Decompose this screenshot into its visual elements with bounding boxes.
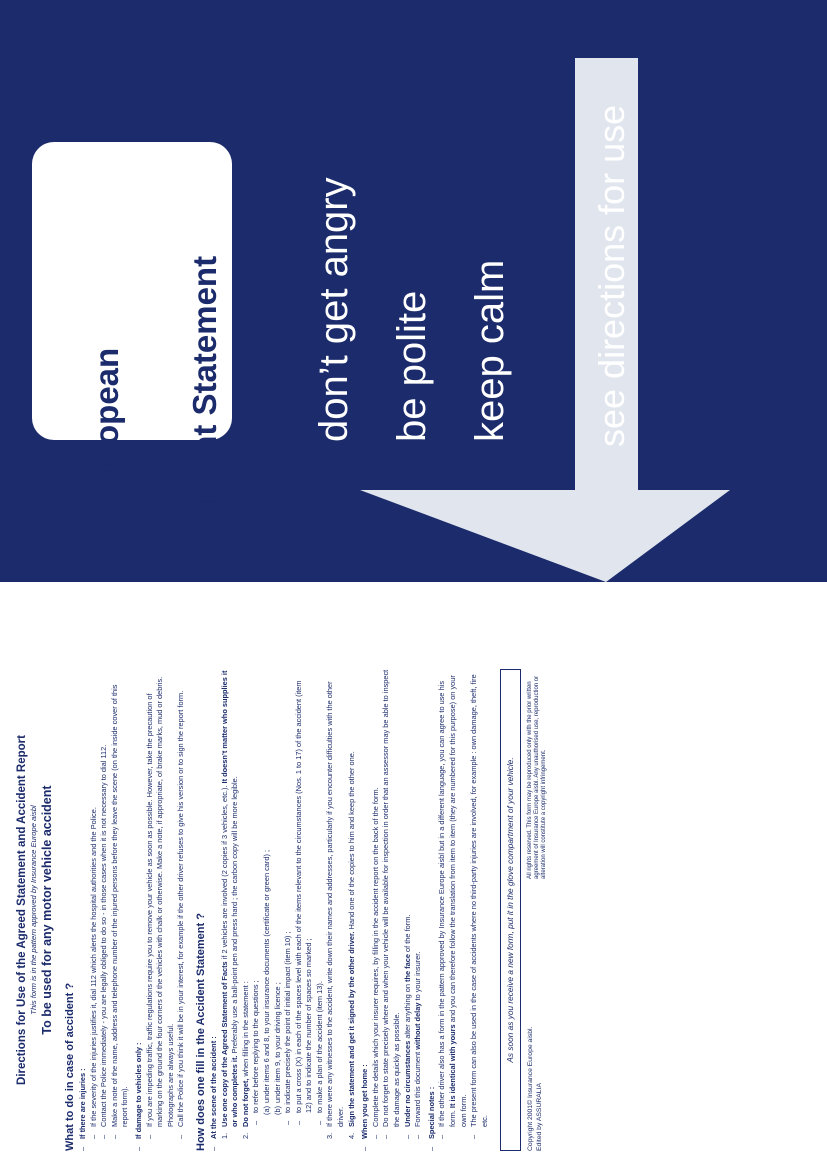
section-how-to-fill: How does one fill in the Accident Statement ?: [194, 913, 207, 1151]
list-item: – At the scene of the accident :: [208, 1036, 218, 1151]
doc-subtitle: This form is in the pattern approved by Insurance Europe aisbl: [29, 805, 38, 1015]
title-card: [32, 142, 232, 564]
list-item: – If you are impeding traffic, traffic regulations require you to remove your vehicle as soon as possible. However, take the precaution of marking on the ground the four corners of the vehicles with chalk or otherwise. Make a note, if appropriate, of brake marks, mud or debris. Photographs are always useful.: [144, 676, 175, 1139]
rights-notice: All rights reserved. This form may be reproduced only with the prior written agreement of Insurance Europe aisbl. Any unauthorised use, reproduction or alteration will constitute a copyright infringement.: [527, 675, 548, 879]
copyright: Copyright 2001© Insurance Europe aisbl. Edited by ASSURALIA: [527, 1026, 543, 1151]
cover-panel: [0, 0, 827, 582]
list-item: – to indicate precisely the point of initial impact (item 10) ;: [283, 931, 293, 1125]
list-item: – Complete the details which your insurer requires, by filling in the accident report on the back of the form.: [370, 787, 380, 1139]
list-item: – When you get home :: [360, 1064, 370, 1151]
list-item: – If the other driver also has a form in the pattern approved by Insurance Europe aisbl but in a different language, you can agree to use his form. It is identical with yours and you can therefore follow the translation from item to item (they are numbered for this purpose) on your own form.: [437, 675, 468, 1139]
list-item: – Contact the Police immediately - you are legally obliged to do so - in those cases when it is not necessary to dial 112.: [99, 744, 109, 1139]
section-what-to-do: What to do in case of accident ?: [64, 982, 76, 1151]
list-item: – to put a cross (X) in each of the spaces level with each of the items relevant to the circumstances (Nos. 1 to 17) of the accident (item 12) and to indicate the number of spaces so marked ;: [293, 680, 314, 1125]
arrow-text: see directions for use: [591, 104, 632, 447]
list-item: – Special notes :: [426, 1086, 436, 1151]
list-item: (a) under items 6 and 8, to your insurance documents (certificate or green card) ;: [261, 849, 271, 1115]
list-item: – The present form can also be used in the case of accidents where no third-party injuries are involved, for example : own damage, theft, fire etc.: [469, 674, 489, 1139]
list-item: 2. Do not forget, when filling in the statement :: [240, 981, 250, 1139]
list-item: 4. Sign the statement and get it signed by the other driver. Hand one of the copies to him and keep the other one.: [346, 751, 356, 1139]
list-item: – If damage to vehicles only :: [133, 1042, 143, 1151]
list-item: – to make a plan of the accident (item 13).: [314, 981, 324, 1125]
list-item: 1. Use one copy of the Agreed Statement of Facts if 2 vehicles are involved (2 copies if 3 vehicles, etc.). It doesn’t matter who supplies it or who completes it. Preferably use a ball-point pen and press hard ; the carbon copy will be more legible.: [219, 670, 240, 1139]
footer: [527, 669, 548, 1151]
list-item: – Make a note of the name, address and telephone number of the injured persons before they leave the scene (on the inside cover of this report form).: [109, 684, 130, 1139]
directions-document: [0, 649, 827, 1169]
title-line-european: European: [88, 347, 125, 500]
slogan-be-polite: be polite: [390, 290, 434, 442]
list-item: – Forward this document without delay to your insurer.: [413, 951, 423, 1139]
doc-heading: To be used for any motor vehicle accident: [40, 785, 54, 1035]
title-line-accident-statement: Accident Statement: [186, 255, 223, 564]
doc-title: Directions for Use of the Agreed Statement and Accident Report: [16, 735, 28, 1085]
list-item: 3. If there were any witnesses to the accident, write down their names and addresses, particularly if you encounter difficulties with the other driver.: [325, 681, 346, 1139]
list-item: (b) under item 9, to your driving licence ;: [272, 982, 282, 1115]
slogan-dont-get-angry: don’t get angry: [312, 177, 356, 442]
list-item: – If there are injuries :: [78, 1068, 87, 1151]
list-item: – to refer before replying to the questions ;: [251, 980, 261, 1125]
list-item: – If the severity of the injuries justifies it, dial 112 which alerts the hospital authorities and the Police.: [88, 807, 98, 1139]
list-item: – Call the Police if you think it will be in your interest, for example if the other driver refuses to give his version or to sign the report form.: [176, 690, 186, 1139]
list-item: – Under no circumstances alter anything on the face of the form.: [402, 914, 412, 1139]
slogan-keep-calm: keep calm: [468, 259, 512, 442]
glove-compartment-note: As soon as you receive a new form, put it in the glove compartment of your vehicle.: [500, 669, 521, 1151]
list-item: – Do not forget to state precisely where and when your vehicle will be available for inspection in order that an assessor may be able to inspect the damage as quickly as possible.: [381, 669, 402, 1139]
